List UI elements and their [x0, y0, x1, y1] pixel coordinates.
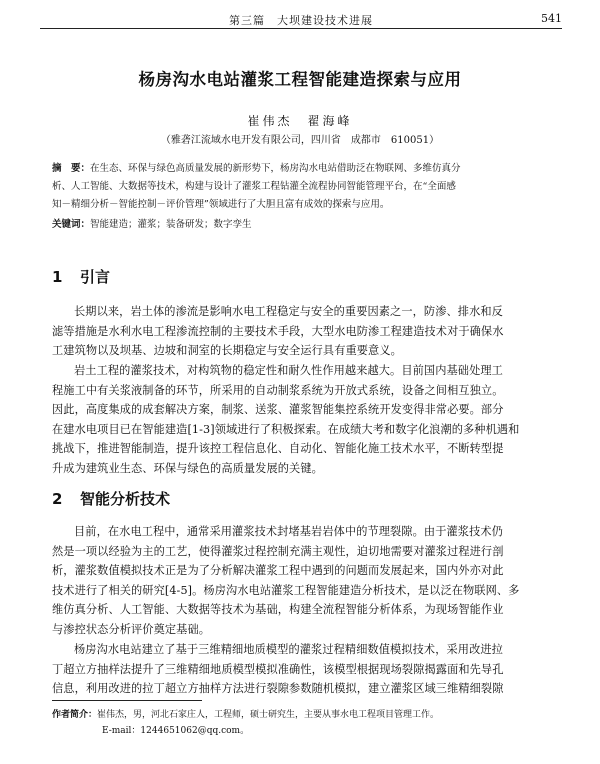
keywords-label: 关键词：: [52, 219, 91, 230]
running-title: 第三篇 大坝建设技术进展: [229, 14, 373, 27]
abstract-label: 摘 要：: [52, 163, 91, 174]
section-1-paragraph-1: 长期以来，岩土体的渗流是影响水电工程稳定与安全的重要因素之一，防渗、排水和反 滤等措施是水利水电工程渗流控制的主要技术手段，大型水电防渗工程建造技术对于确保水 工建筑物以及坝基、边坡和洞室的长期稳定与安全运行具有重要意义。: [52, 305, 504, 358]
section-1-paragraph-2: 岩土工程的灌浆技术，对构筑物的稳定性和耐久性作用越来越大。目前国内基础处理工 程施工中有关浆液制备的环节，所采用的自动制浆系统为开放式系统，设备之间相互独立。 因此，高度集成的成套解决方案，制浆、送浆、灌浆智能集控系统开发变得非常必要。部分 在建水电项目已在智能建造[1-3]领域进行了积极探索。在成绩大考和数字化浪潮的多种机遇和 挑战下，推进智能制造，提升该控工程信息化、自动化、智能化施工技术水平，不断转型提 升成为建筑业生态、环保与绿色的高质量发展的关键。: [52, 364, 520, 475]
running-header: [40, 10, 562, 29]
section-title: 智能分析技术: [80, 490, 171, 508]
abstract-line: 析、人工智能、大数据等技术，构建与设计了灌浆工程钻灌全流程协同智能管理平台，在“全面感: [52, 181, 456, 192]
keywords-text: 智能建造；灌浆；装备研发；数字孪生: [90, 219, 252, 230]
section-2-paragraph-1: 目前，在水电工程中，通常采用灌浆技术封堵基岩岩体中的节理裂隙。由于灌浆技术仍 然是一项以经验为主的工艺，使得灌浆过程控制充满主观性，迫切地需要对灌浆过程进行剖 析，灌浆数值模拟技术正是为了分析解决灌浆工程中遇到的问题而发展起来，国内外亦对此 技术进行了相关的研究[4-5]。杨房沟水电站灌浆工程智能建造分析技术，是以泛在物联网、多 维仿真分析、人工智能、大数据等技术为基础，构建全流程智能分析体系，为现场智能作业 与渗控状态分析评价奠定基础。: [52, 525, 520, 636]
footnote-rule: [52, 700, 202, 701]
author-bio: 崔伟杰，男，河北石家庄人，工程师，硕士研究生，主要从事水电工程项目管理工作。: [97, 710, 440, 720]
keywords: [52, 216, 552, 230]
footnote-label: 作者简介：: [52, 710, 98, 720]
abstract-line: 摘 要：在生态、环保与绿色高质量发展的新形势下，杨房沟水电站借助泛在物联网、多维仿真分: [52, 163, 461, 174]
author-list: 崔伟杰 翟海峰: [247, 114, 353, 128]
section-number: 2: [52, 490, 63, 508]
affiliation: （雅砻江流域水电开发有限公司，四川省 成都市 610051）: [160, 135, 440, 146]
abstract-line: 知－精细分析－智能控制－评价管理”领域进行了大胆且富有成效的探索与应用。: [52, 199, 390, 210]
section-heading-1: [52, 266, 110, 287]
section-heading-2: [52, 488, 170, 509]
abstract: [52, 160, 552, 214]
section-number: 1: [52, 268, 63, 286]
footnote: [52, 707, 552, 739]
section-2-paragraph-2: 杨房沟水电站建立了基于三维精细地质模型的灌浆过程精细数值模拟技术，采用改进拉 丁超立方抽样法提升了三维精细地质模型模拟准确性，该模型根据现场裂隙揭露面和先导孔 信息，利用改进的拉丁超立方抽样方法进行裂隙参数随机模拟，建立灌浆区域三维精细裂隙: [52, 643, 504, 696]
paper-title: 杨房沟水电站灌浆工程智能建造探索与应用: [138, 70, 462, 89]
author-email: E-mail：1244651062@qq.com。: [102, 726, 250, 736]
page-number: 541: [541, 12, 562, 25]
section-title: 引言: [80, 268, 111, 286]
